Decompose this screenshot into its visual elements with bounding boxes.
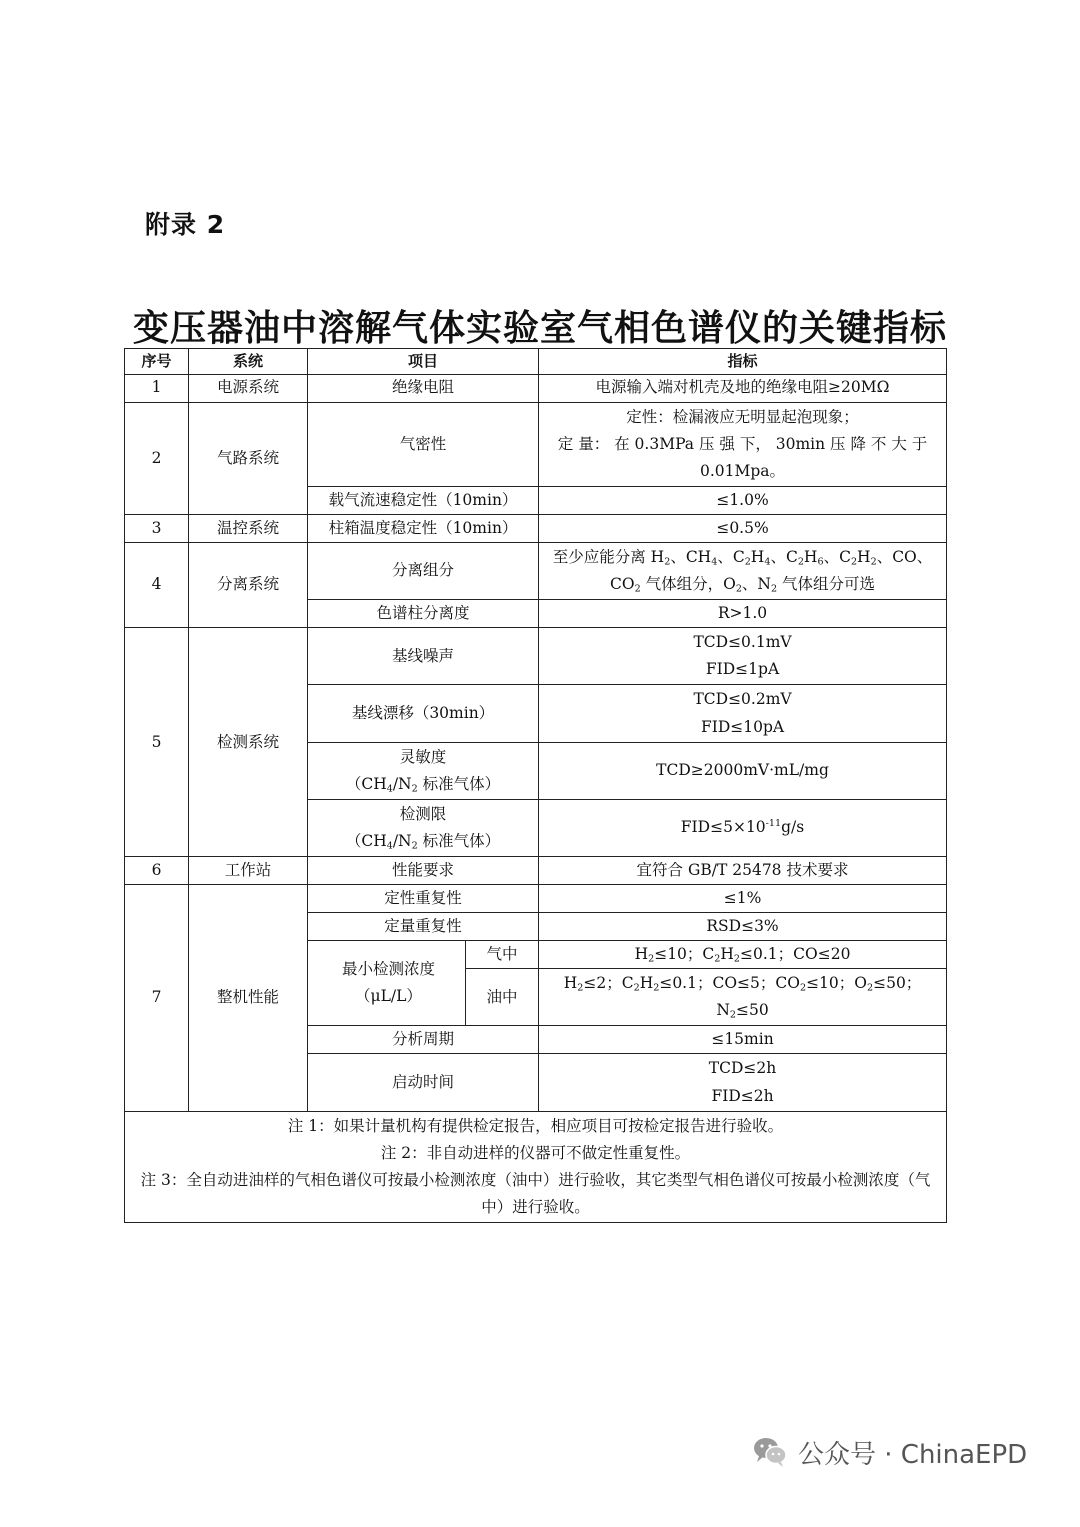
row-item: 定性重复性 — [308, 885, 539, 913]
appendix-label: 附录 2 — [145, 210, 226, 239]
row-spec: 至少应能分离 $H_2$、$CH_4$、$C_2H_4$、$C_2H_6$、$C_2H_2$、CO、$CO_2$ 气体组分，$O_2$、$N_2$ 气体组分可选 — [539, 542, 947, 599]
row-spec: $FID\le 5\times 10^{-11}g/s$ — [539, 799, 947, 856]
table-row — [125, 402, 947, 486]
table-row — [125, 514, 947, 542]
row-system: 整机性能 — [189, 885, 308, 1112]
sub-item-gas: 气中 — [466, 941, 539, 969]
table-row — [125, 857, 947, 885]
row-spec: $H_2\le 2$；$C_2H_2\le 0.1$；CO≤5；$CO_2\le 10$；$O_2\le 50$；$N_2\le 50$ — [539, 969, 947, 1026]
row-no: 1 — [125, 374, 189, 402]
note: 注 2：非自动进样的仪器可不做定性重复性。 — [380, 1143, 691, 1162]
row-spec: TCD≥2000mV·mL/mg — [539, 742, 947, 799]
row-system: 工作站 — [189, 857, 308, 885]
row-system: 气路系统 — [189, 402, 308, 514]
wechat-icon — [752, 1436, 788, 1468]
row-spec: TCD≤2h FID≤2h — [539, 1054, 947, 1111]
table-row — [125, 885, 947, 913]
row-item: 定量重复性 — [308, 913, 539, 941]
row-spec: RSD≤3% — [539, 913, 947, 941]
spec-line: 定 量： 在 0.3MPa 压 强 下， 30min 压 降 不 大 于 0.01Mpa。 — [557, 434, 928, 480]
row-item: 基线噪声 — [308, 628, 539, 685]
row-spec: ≤0.5% — [539, 514, 947, 542]
key-indicators-table — [124, 348, 947, 1223]
row-spec: 电源输入端对机壳及地的绝缘电阻≥20MΩ — [539, 374, 947, 402]
row-no: 3 — [125, 514, 189, 542]
table-header-row — [125, 349, 947, 375]
row-spec: ≤15min — [539, 1026, 947, 1054]
header-spec: 指标 — [539, 349, 947, 375]
row-spec: $H_2\le 10$；$C_2H_2\le 0.1$；CO≤20 — [539, 941, 947, 969]
row-item: 最小检测浓度（μL/L） — [308, 941, 466, 1026]
note: 注 1：如果计量机构有提供检定报告，相应项目可按检定报告进行验收。 — [287, 1116, 784, 1135]
row-spec: ≤1.0% — [539, 486, 947, 514]
table-row — [125, 374, 947, 402]
row-spec — [539, 402, 947, 486]
notes — [125, 1111, 947, 1223]
row-spec: 宜符合 GB/T 25478 技术要求 — [539, 857, 947, 885]
row-item: 绝缘电阻 — [308, 374, 539, 402]
row-item: 启动时间 — [308, 1054, 539, 1111]
row-item: 基线漂移（30min） — [308, 685, 539, 742]
row-item: 柱箱温度稳定性（10min） — [308, 514, 539, 542]
row-no: 7 — [125, 885, 189, 1112]
row-item: 色谱柱分离度 — [308, 600, 539, 628]
row-spec: ≤1% — [539, 885, 947, 913]
row-spec: TCD≤0.1mV FID≤1pA — [539, 628, 947, 685]
row-item: 性能要求 — [308, 857, 539, 885]
row-no: 5 — [125, 628, 189, 857]
header-system: 系统 — [189, 349, 308, 375]
row-no: 6 — [125, 857, 189, 885]
row-no: 2 — [125, 402, 189, 514]
spec-line: 定性：检漏液应无明显起泡现象； — [626, 407, 859, 426]
table-row — [125, 628, 947, 685]
table-row — [125, 542, 947, 599]
row-item: 灵敏度 （$CH_4/N_2$ 标准气体） — [308, 742, 539, 799]
row-item: 分离组分 — [308, 542, 539, 599]
row-system: 温控系统 — [189, 514, 308, 542]
sub-item-oil: 油中 — [466, 969, 539, 1026]
row-item: 载气流速稳定性（10min） — [308, 486, 539, 514]
header-item: 项目 — [308, 349, 539, 375]
watermark — [752, 1432, 1027, 1472]
row-system: 分离系统 — [189, 542, 308, 627]
row-item: 分析周期 — [308, 1026, 539, 1054]
row-no: 4 — [125, 542, 189, 627]
notes-row — [125, 1111, 947, 1223]
row-item: 气密性 — [308, 402, 539, 486]
row-item: 检测限 （$CH_4/N_2$ 标准气体） — [308, 799, 539, 856]
note: 注 3：全自动进油样的气相色谱仪可按最小检测浓度（油中）进行验收，其它类型气相色谱仪可按最小检测浓度（气中）进行验收。 — [140, 1170, 931, 1216]
document-title: 变压器油中溶解气体实验室气相色谱仪的关键指标 — [132, 307, 947, 349]
row-spec: TCD≤0.2mV FID≤10pA — [539, 685, 947, 742]
watermark-text: 公众号 · ChinaEPD — [798, 1439, 1028, 1470]
header-no: 序号 — [125, 349, 189, 375]
row-system: 检测系统 — [189, 628, 308, 857]
row-system: 电源系统 — [189, 374, 308, 402]
row-spec: R>1.0 — [539, 600, 947, 628]
